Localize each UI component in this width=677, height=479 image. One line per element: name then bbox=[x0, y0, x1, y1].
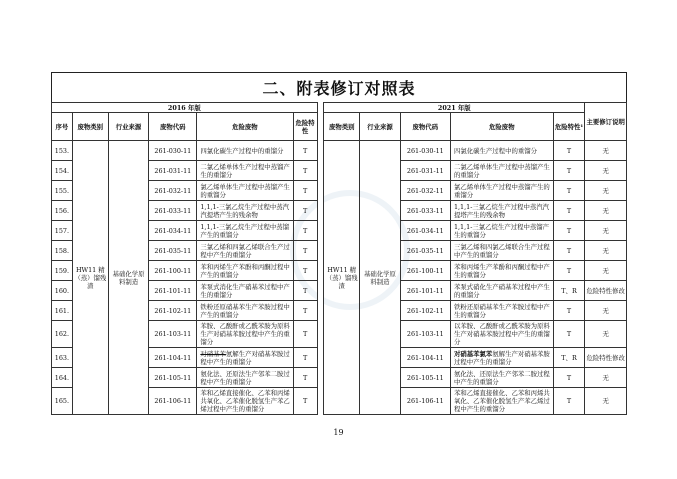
header-code-2016: 废物代码 bbox=[149, 113, 197, 141]
header-industry-2021: 行业来源 bbox=[360, 113, 400, 141]
hazard-property-2016: T bbox=[293, 181, 317, 201]
waste-description-2021 bbox=[450, 221, 553, 241]
header-waste-2021: 危险废物 bbox=[450, 113, 553, 141]
hazard-property-2016: T bbox=[293, 321, 317, 348]
revision-note: 危险特性修改 bbox=[585, 348, 627, 368]
serial-number: 161. bbox=[52, 301, 73, 321]
revision-note: 无 bbox=[585, 181, 627, 201]
waste-description-2016 bbox=[197, 181, 293, 201]
header-code-2021: 废物代码 bbox=[400, 113, 450, 141]
serial-number: 165. bbox=[52, 388, 73, 415]
waste-text: 以苯胺、乙酸酐或乙酰苯胺为原料生产对硝基苯胺过程中产生的重馏分 bbox=[453, 322, 550, 346]
waste-code-2016: 261-102-11 bbox=[149, 301, 197, 321]
waste-description-2016 bbox=[197, 201, 293, 221]
struck-text: 对硝基苯 bbox=[200, 349, 226, 358]
edition-header-row bbox=[52, 103, 627, 113]
serial-number: 153. bbox=[52, 141, 73, 161]
waste-text: 氨解生产对硝基苯胺过程中产生的重馏分 bbox=[200, 349, 290, 366]
industry-source-2021: 基础化学原料制造 bbox=[360, 141, 400, 415]
waste-description-2021 bbox=[450, 301, 553, 321]
waste-text: 苯和丙烯生产苯酚和丙酮过程中产生的重馏分 bbox=[200, 262, 290, 279]
waste-code-2016: 261-104-11 bbox=[149, 348, 197, 368]
revision-note: 无 bbox=[585, 261, 627, 281]
serial-number: 155. bbox=[52, 181, 73, 201]
header-serial: 序号 bbox=[52, 113, 73, 141]
revision-note: 无 bbox=[585, 388, 627, 415]
waste-code-2016: 261-106-11 bbox=[149, 388, 197, 415]
waste-code-2021: 261-106-11 bbox=[400, 388, 450, 415]
waste-text: 苯和丙烯生产苯酚和丙酮过程中产生的重馏分 bbox=[453, 262, 550, 279]
hazard-property-2016: T bbox=[293, 281, 317, 301]
hazard-property-2016: T bbox=[293, 348, 317, 368]
hazard-property-2016: T bbox=[293, 141, 317, 161]
waste-text: 三氯乙烯和四氯乙烯联合生产过程中产生的重馏分 bbox=[453, 242, 550, 259]
industry-source-2016: 基础化学原料制造 bbox=[108, 141, 148, 415]
waste-text: 氨化法、还原法生产邻苯二胺过程中产生的重馏分 bbox=[200, 369, 290, 386]
waste-code-2021: 261-034-11 bbox=[400, 221, 450, 241]
section-title: 二、附表修订对照表 bbox=[262, 79, 416, 98]
page-number: 19 bbox=[333, 428, 344, 437]
table-row bbox=[52, 141, 627, 161]
waste-description-2016 bbox=[197, 388, 293, 415]
serial-number: 154. bbox=[52, 161, 73, 181]
waste-category-2016: HW11 精（蒸）馏残渣 bbox=[72, 141, 108, 415]
waste-text: 二氯乙烯单体生产过程中蒸馏产生的重馏分 bbox=[453, 162, 550, 179]
waste-text: 苯和乙烯直接催化、乙苯和丙烯共氧化、乙苯催化脱氢生产苯乙烯过程中产生的重馏分 bbox=[200, 389, 290, 413]
revised-text: 对硝基苯氯苯 bbox=[453, 349, 493, 358]
header-industry-2016: 行业来源 bbox=[108, 113, 148, 141]
waste-code-2016: 261-031-11 bbox=[149, 161, 197, 181]
waste-description-2016 bbox=[197, 241, 293, 261]
hazard-property-2016: T bbox=[293, 221, 317, 241]
waste-text: 铁粉还原硝基苯生产苯胺过程中产生的重馏分 bbox=[453, 302, 550, 319]
hazard-property-2021: T bbox=[553, 321, 585, 348]
waste-code-2021: 261-100-11 bbox=[400, 261, 450, 281]
waste-code-2016: 261-101-11 bbox=[149, 281, 197, 301]
hazard-property-2021: T bbox=[553, 301, 585, 321]
hazard-property-2021: T bbox=[553, 241, 585, 261]
hazard-property-2016: T bbox=[293, 161, 317, 181]
main-revision-note-header: 主要修订说明 bbox=[585, 103, 627, 141]
waste-code-2016: 261-033-11 bbox=[149, 201, 197, 221]
hazard-property-2021: T bbox=[553, 368, 585, 388]
waste-category-2021: HW11 精（蒸）馏残渣 bbox=[324, 141, 360, 415]
waste-description-2021 bbox=[450, 161, 553, 181]
waste-description-2021 bbox=[450, 348, 553, 368]
waste-description-2021 bbox=[450, 181, 553, 201]
waste-text: 1,1,1-三氯乙烷生产过程中蒸汽汽提塔产生的残余物 bbox=[200, 202, 290, 219]
waste-text: 三氯乙烯和四氯乙烯联合生产过程中产生的重馏分 bbox=[200, 242, 290, 259]
revision-note: 无 bbox=[585, 201, 627, 221]
serial-number: 157. bbox=[52, 221, 73, 241]
column-header-row bbox=[52, 113, 627, 141]
waste-code-2016: 261-103-11 bbox=[149, 321, 197, 348]
waste-code-2016: 261-034-11 bbox=[149, 221, 197, 241]
waste-code-2021: 261-030-11 bbox=[400, 141, 450, 161]
serial-number: 158. bbox=[52, 241, 73, 261]
serial-number: 164. bbox=[52, 368, 73, 388]
serial-number: 163. bbox=[52, 348, 73, 368]
serial-number: 156. bbox=[52, 201, 73, 221]
hazard-property-2021: T bbox=[553, 221, 585, 241]
waste-text: 氯乙烯单体生产过程中蒸馏产生的重馏分 bbox=[200, 182, 290, 199]
header-waste-2016: 危险废物 bbox=[197, 113, 293, 141]
waste-text: 氯乙烯单体生产过程中蒸馏产生的重馏分 bbox=[453, 182, 550, 199]
waste-description-2016 bbox=[197, 281, 293, 301]
waste-code-2021: 261-032-11 bbox=[400, 181, 450, 201]
waste-code-2016: 261-030-11 bbox=[149, 141, 197, 161]
waste-description-2016 bbox=[197, 368, 293, 388]
waste-description-2021 bbox=[450, 241, 553, 261]
waste-description-2021 bbox=[450, 388, 553, 415]
hazard-property-2016: T bbox=[293, 301, 317, 321]
revision-note: 无 bbox=[585, 241, 627, 261]
header-category-2016: 废物类别 bbox=[72, 113, 108, 141]
hazard-property-2016: T bbox=[293, 388, 317, 415]
waste-code-2021: 261-033-11 bbox=[400, 201, 450, 221]
waste-code-2016: 261-100-11 bbox=[149, 261, 197, 281]
hazard-property-2016: T bbox=[293, 241, 317, 261]
revision-comparison-table bbox=[51, 102, 627, 415]
waste-description-2016 bbox=[197, 221, 293, 241]
hazard-property-2021: T bbox=[553, 388, 585, 415]
hazard-property-2021: T、R bbox=[553, 281, 585, 301]
waste-description-2021 bbox=[450, 321, 553, 348]
waste-description-2021 bbox=[450, 368, 553, 388]
waste-code-2021: 261-031-11 bbox=[400, 161, 450, 181]
waste-text: 苯和乙烯直接催化、乙苯和丙烯共氧化、乙苯催化脱氢生产苯乙烯过程中产生的重馏分 bbox=[453, 389, 550, 413]
hazard-property-2016: T bbox=[293, 201, 317, 221]
waste-description-2016 bbox=[197, 348, 293, 368]
waste-code-2021: 261-105-11 bbox=[400, 368, 450, 388]
revision-note: 无 bbox=[585, 301, 627, 321]
waste-description-2021 bbox=[450, 201, 553, 221]
hazard-property-2021: T bbox=[553, 201, 585, 221]
waste-text: 1,1,1-三氯乙烷生产过程中蒸馏产生的重馏分 bbox=[453, 222, 550, 239]
header-category-2021: 废物类别 bbox=[324, 113, 360, 141]
waste-description-2021 bbox=[450, 281, 553, 301]
waste-text: 氨解生产对硝基苯胺过程中产生的重馏分 bbox=[453, 349, 550, 366]
edition-2016-header: 2016 年版 bbox=[52, 103, 318, 113]
revision-note: 无 bbox=[585, 161, 627, 181]
waste-text: 铁粉还原硝基苯生产苯胺过程中产生的重馏分 bbox=[200, 302, 290, 319]
edition-2021-header: 2021 年版 bbox=[324, 103, 585, 113]
serial-number: 162. bbox=[52, 321, 73, 348]
revision-note: 无 bbox=[585, 321, 627, 348]
waste-code-2016: 261-105-11 bbox=[149, 368, 197, 388]
hazard-property-2021: T bbox=[553, 161, 585, 181]
waste-description-2021 bbox=[450, 141, 553, 161]
waste-description-2016 bbox=[197, 261, 293, 281]
waste-text: 1,1,1-三氯乙烷生产过程中蒸汽汽提塔产生的残余物 bbox=[453, 202, 550, 219]
waste-code-2021: 261-101-11 bbox=[400, 281, 450, 301]
waste-text: 二氯乙烯单体生产过程中蒸馏产生的重馏分 bbox=[200, 162, 290, 179]
waste-text: 苯泵式消化生产硝基苯过程中产生的重馏分 bbox=[200, 282, 290, 299]
serial-number: 159. bbox=[52, 261, 73, 281]
waste-code-2016: 261-032-11 bbox=[149, 181, 197, 201]
waste-text: 氨化法、还原法生产邻苯二胺过程中产生的重馏分 bbox=[453, 369, 550, 386]
waste-description-2016 bbox=[197, 301, 293, 321]
waste-code-2021: 261-102-11 bbox=[400, 301, 450, 321]
hazard-property-2016: T bbox=[293, 261, 317, 281]
hazard-property-2021: T bbox=[553, 181, 585, 201]
waste-description-2016 bbox=[197, 321, 293, 348]
header-property-2016: 危险特性 bbox=[293, 113, 317, 141]
revision-note: 无 bbox=[585, 141, 627, 161]
header-property-2021: 危险特性¹ bbox=[553, 113, 585, 141]
waste-description-2016 bbox=[197, 141, 293, 161]
waste-description-2016 bbox=[197, 161, 293, 181]
waste-code-2021: 261-103-11 bbox=[400, 321, 450, 348]
hazard-property-2021: T、R bbox=[553, 348, 585, 368]
waste-text: 1,1,1-三氯乙烷生产过程中蒸馏产生的重馏分 bbox=[200, 222, 290, 239]
waste-code-2021: 261-035-11 bbox=[400, 241, 450, 261]
waste-text: 苯胺、乙酸酐或乙酰苯胺为原料生产对硝基苯胺过程中产生的重馏分 bbox=[200, 322, 290, 346]
waste-text: 四氯化碳生产过程中的重馏分 bbox=[453, 146, 538, 155]
waste-code-2016: 261-035-11 bbox=[149, 241, 197, 261]
hazard-property-2021: T bbox=[553, 261, 585, 281]
waste-text: 苯泵式硝化生产硝基苯过程中产生的重馏分 bbox=[453, 282, 550, 299]
revision-note: 无 bbox=[585, 368, 627, 388]
revision-note: 危险特性修改 bbox=[585, 281, 627, 301]
waste-text: 四氯化碳生产过程中的重馏分 bbox=[200, 146, 284, 155]
waste-code-2021: 261-104-11 bbox=[400, 348, 450, 368]
section-title-box bbox=[51, 72, 627, 102]
revision-note: 无 bbox=[585, 221, 627, 241]
serial-number: 160. bbox=[52, 281, 73, 301]
hazard-property-2021: T bbox=[553, 141, 585, 161]
hazard-property-2016: T bbox=[293, 368, 317, 388]
waste-description-2021 bbox=[450, 261, 553, 281]
